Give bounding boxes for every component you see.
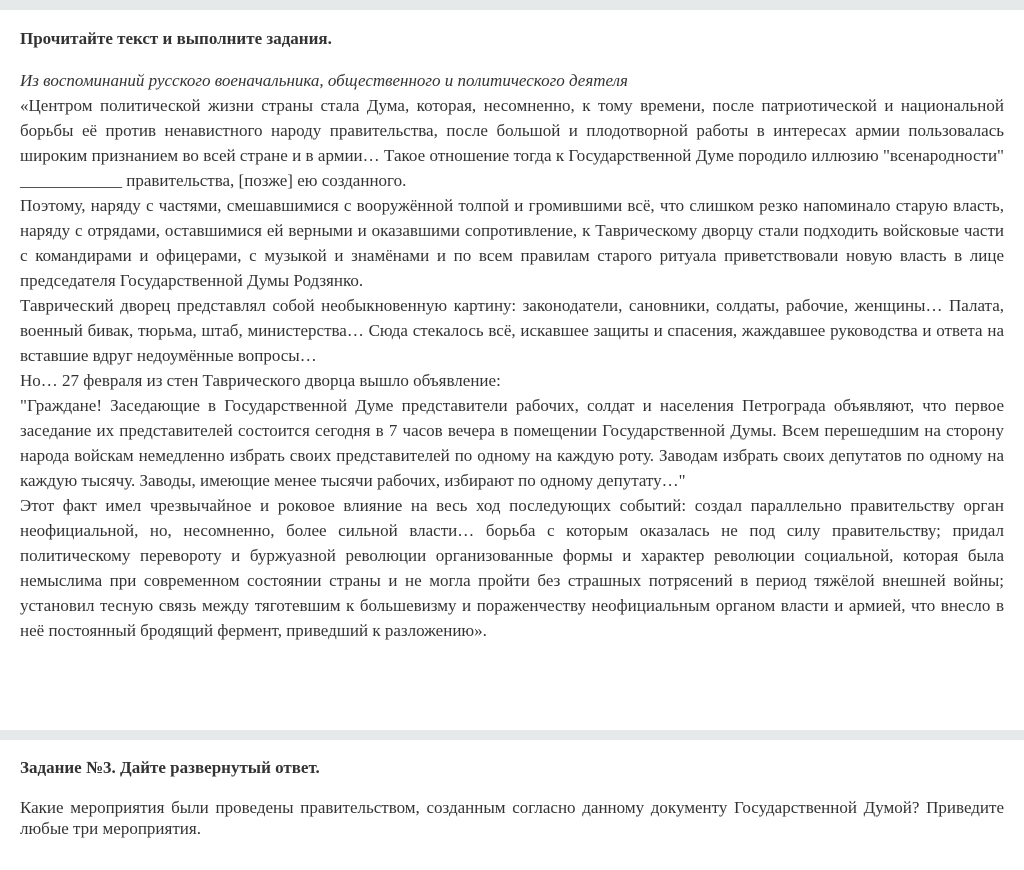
task-heading: Задание №3. Дайте развернутый ответ. (20, 758, 320, 777)
section-divider (0, 730, 1024, 740)
text-paragraph: Поэтому, наряду с частями, смешавшимися с вооружённой толпой и громившими всё, что слишком резко напоминало старую власть, наряду с отрядами, оставшимися ей верными и оказавшими сопротивление, к Таврическому дворцу стали подходить войсковые части с командирами и офицерами, с музыкой и знамёнами и по всем правилам старого ритуала приветствовали новую власть в лице председателя Государственной Думы Родзянко. (20, 196, 1004, 290)
task-question: Какие мероприятия были проведены правительством, созданным согласно данному документу Государственной Думой? Приведите любые три мероприятия. (20, 798, 1004, 838)
top-divider (0, 0, 1024, 10)
text-paragraph: Таврический дворец представлял собой необыкновенную картину: законодатели, сановники, солдаты, рабочие, женщины… Палата, военный бивак, тюрьма, штаб, министерства… Сюда стекалось всё, искавшее защиты и спасения, жаждавшее руководства и ответа на вставшие вдруг недоумённые вопросы… (20, 296, 1004, 365)
reading-instruction: Прочитайте текст и выполните задания. (20, 29, 332, 48)
text-paragraph: «Центром политической жизни страны стала Дума, которая, несомненно, к тому времени, после патриотической и национальной борьбы её против ненавистного народу правительства, после большой и плодотворной работы в интересах армии пользовалась широким признанием во всей стране и в армии… Такое отношение тогда к Государственной Думе породило иллюзию "всенародности" ____________ правительства, [позже] ею созданного. (20, 96, 1004, 190)
task-section (0, 740, 1024, 839)
text-paragraph: "Граждане! Заседающие в Государственной Думе представители рабочих, солдат и населения Петрограда объявляют, что первое заседание их представителей состоится сегодня в 7 часов вечера в помещении Государственной Думы. Всем перешедшим на сторону народа войскам немедленно избрать своих представителей по одному на каждую роту. Заводам избрать своих депутатов по одному на каждую тысячу. Заводы, имеющие менее тысячи рабочих, избирают по одному депутату…" (20, 396, 1004, 490)
source-attribution: Из воспоминаний русского военачальника, общественного и политического деятеля (20, 71, 628, 90)
text-paragraph: Этот факт имел чрезвычайное и роковое влияние на весь ход последующих событий: создал параллельно правительству орган неофициальной, но, несомненно, более сильной власти… борьба с которым оказалась не под силу правительству; придал политическому перевороту и буржуазной революции организованные формы и характер революции социальной, которая была немыслима при современном состоянии страны и не могла пройти без страшных потрясений в период тяжёлой внешней войны; установил тесную связь между тяготевшим к большевизму и пораженчеству неофициальным органом власти и армией, что внесло в неё постоянный бродящий фермент, приведший к разложению». (20, 496, 1004, 640)
text-paragraph: Но… 27 февраля из стен Таврического дворца вышло объявление: (20, 371, 501, 390)
reading-section (0, 10, 1024, 730)
